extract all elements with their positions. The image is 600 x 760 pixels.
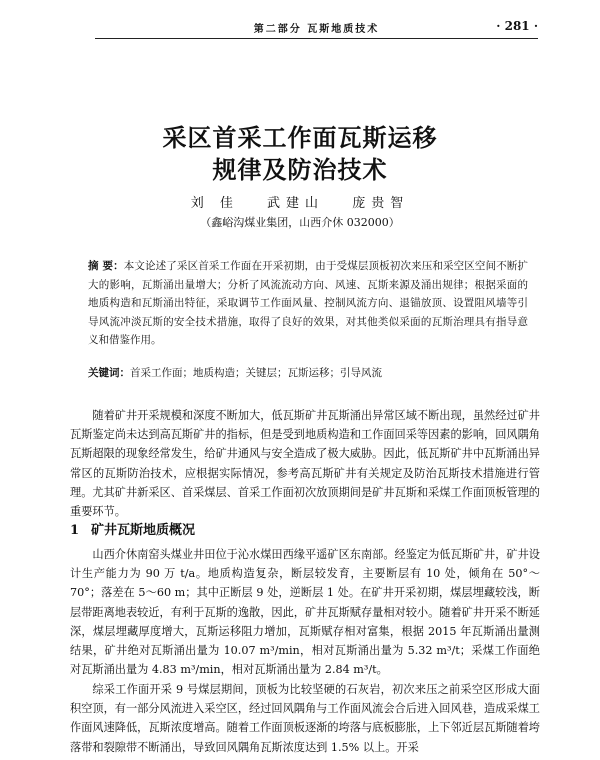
- keywords-label: 关键词：: [88, 367, 130, 379]
- keywords-text: 首采工作面；地质构造；关键层；瓦斯运移；引导风流: [130, 367, 382, 379]
- affiliation: （鑫峪沟煤业集团，山西介休 032000）: [200, 216, 400, 229]
- abstract-label: 摘 要：: [88, 260, 124, 272]
- intro-paragraph: 随着矿井开采规模和深度不断加大，低瓦斯矿井瓦斯涌出异常区域不断出现，虽然经过矿井瓦斯鉴定尚未达到高瓦斯矿井的指标，但是受到地质构造和工作面回采等因素的影响，回风隅角瓦斯超限的现象经常发生，给矿井通风与安全造成了极大威胁。因此，低瓦斯矿井中瓦斯涌出异常区的瓦斯防治技术，应根据实际情况，参考高瓦斯矿井有关规定及防治瓦斯技术措施进行管理。尤其矿井新采区、首采煤层、首采工作面初次放顶期间是矿井瓦斯和采煤工作面顶板管理的重要环节。: [70, 409, 540, 519]
- author-name: 刘 佳: [190, 196, 239, 211]
- abstract-text: 本文论述了采区首采工作面在开采初期，由于受煤层顶板初次来压和采空区空间不断扩大的影响，瓦斯涌出量增大；分析了风流流动方向、风速、瓦斯来源及涌出规律；根据采面的地质构造和瓦斯涌出特征，采取调节工作面风量、控制风流方向、退锚放顶、设置阻风墙等引导风流冲淡瓦斯的安全技术措施，取得了良好的效果，对其他类似采面的瓦斯治理具有指导意义和借鉴作用。: [88, 260, 529, 346]
- author-list: [0, 192, 600, 211]
- section-heading: [70, 519, 195, 538]
- running-title: 第二部分 瓦斯地质技术: [253, 24, 380, 35]
- section-title: 矿井瓦斯地质概况: [91, 523, 196, 538]
- page-number: · 281 ·: [496, 19, 538, 33]
- paper-title-line-1: 采区首采工作面瓦斯运移: [162, 123, 438, 152]
- paper-title-line-2: 规律及防治技术: [212, 155, 388, 184]
- keywords: [88, 364, 528, 382]
- section-number: 1: [70, 523, 80, 538]
- section-paragraph: 山西介休南窑头煤业井田位于沁水煤田西缘平遥矿区东南部。经鉴定为低瓦斯矿井，矿井设计生产能力为 90 万 t/a。地质构造复杂，断层较发育，主要断层有 10 处，倾角在 50°～70°；落差在 5～60 m；其中正断层 9 处，逆断层 1 处。在矿井开采初期，煤层埋藏较浅，断层带距离地表较近，有利于瓦斯的逸散，因此，矿井瓦斯赋存量相对较小。随着矿井开采不断延深，煤层埋藏厚度增大，瓦斯运移阻力增加，瓦斯赋存相对富集，根据 2015 年瓦斯涌出量测结果，矿井绝对瓦斯涌出量为 10.07 m³/min，相对瓦斯涌出量为 5.32 m³/t；采煤工作面绝对瓦斯涌出量为 4.83 m³/min，相对瓦斯涌出量为 2.84 m³/t。: [70, 548, 540, 677]
- abstract: [88, 257, 528, 350]
- section-paragraph: 综采工作面开采 9 号煤层期间，顶板为比较坚硬的石灰岩，初次来压之前采空区形成大面积空顶，有一部分风流进入采空区，经过回风隅角与工作面风流会合后进入回风巷，造成采煤工作面风速降低，瓦斯浓度增高。随着工作面顶板逐渐的垮落与底板膨胀，上下邻近层瓦斯随着垮落带和裂隙带不断涌出，导致回风隅角瓦斯浓度达到 1.5% 以上。开采: [70, 683, 540, 754]
- author-name: 庞贵智: [352, 196, 410, 211]
- author-name: 武建山: [267, 196, 325, 211]
- running-header: [95, 16, 538, 39]
